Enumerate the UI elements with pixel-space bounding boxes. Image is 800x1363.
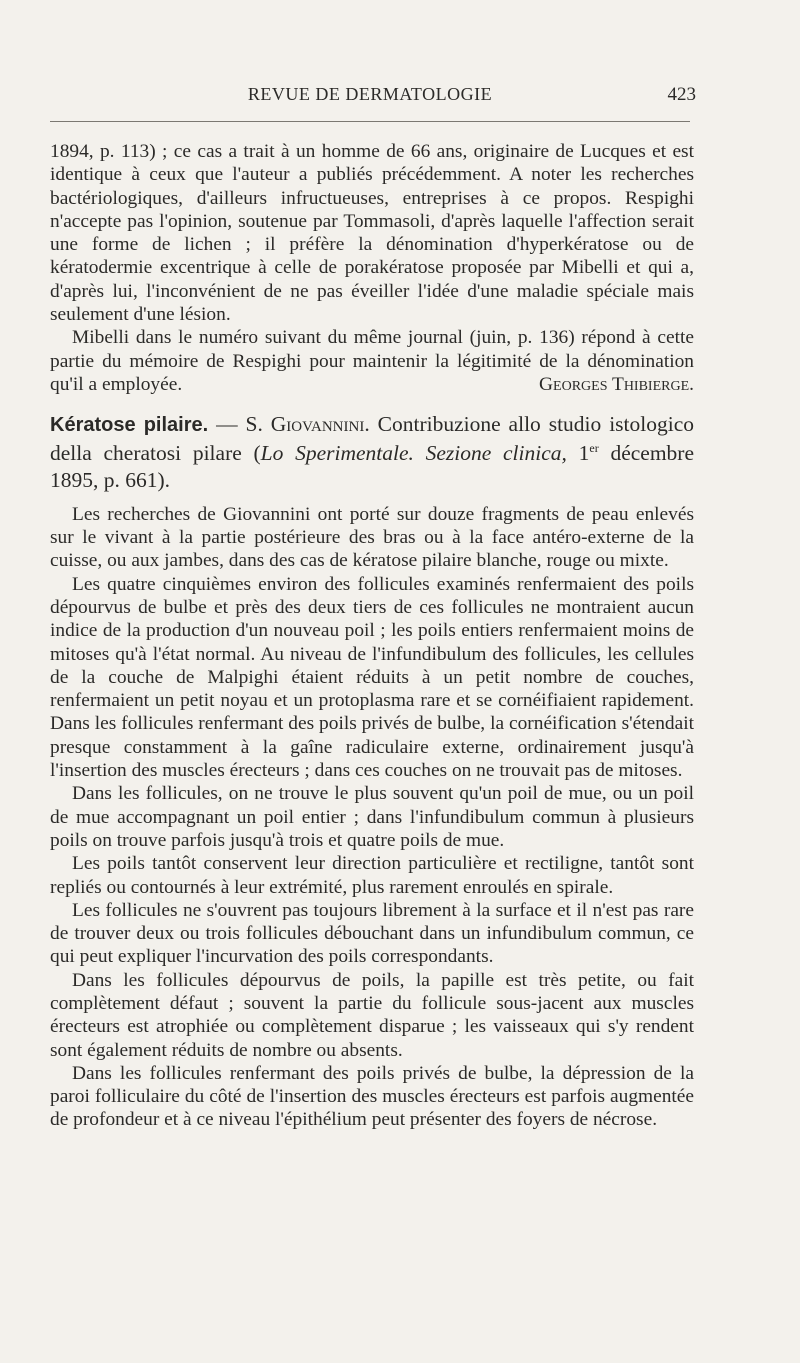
journal-name: Lo Sperimentale. Sezione clinica, [260,440,567,465]
article-topic: Kératose pilaire. [50,414,209,437]
carry-over-paragraph-2 [50,326,694,396]
article-paragraph: Dans les follicules, on ne trouve le plus souvent qu'un poil de mue, ou un poil de mue accompagnant un poil entier ; dans l'infundibulum commun à plusieurs poils on trouve parfois jusqu'à trois et quatre poils de mue. [50,783,694,851]
date-superscript: er [589,440,599,455]
article-body [50,503,694,1132]
page-number: 423 [667,84,696,105]
page-body [50,140,694,1132]
article-paragraph: Les poils tantôt conservent leur direction particulière et rectiligne, tantôt sont repliés ou contournés à leur extrémité, plus rarement enroulés en spirale. [50,853,694,898]
date-prefix: 1 [566,440,590,465]
article-title: Contribuzione allo studio istologico della cheratosi pilare ( [50,412,695,465]
article-paragraph: Les quatre cinquièmes environ des follicules examinés renfermaient des poils dépourvus de bulbe et près des deux tiers de ces follicules ne montraient aucun indice de la production d'un nouveau poil ; les poils entiers renfermaient moins de mitoses qu'à l'état normal. Au niveau de l'infundibulum des follicules, les cellules de la couche de Malpighi étaient réduits à un petit nombre de couches, renfermaient un petit noyau et un protoplasma rare et se cornéifiaient rapidement. Dans les follicules renfermant des poils privés de bulbe, la cornéification s'étendait presque constamment à la gaîne radiculaire externe, ordinairement jusqu'à l'insertion des muscles érecteurs ; dans ces couches on ne trouvait pas de mitoses. [50,573,694,782]
paragraph-text: Mibelli dans le numéro suivant du même journal (juin, p. 136) répond à cette partie du mémoire de Respighi pour maintenir la légitimité de la dénomination qu'il a employée. [50,327,694,395]
article-paragraph: Les follicules ne s'ouvrent pas toujours librement à la surface et il n'est pas rare de trouver deux ou trois follicules débouchant dans un infundibulum commun, ce qui peut expliquer l'incurvation des poils correspondants. [50,899,694,968]
date-rest: décembre 1895, p. 661). [50,440,694,493]
carry-over-paragraph: 1894, p. 113) ; ce cas a trait à un homme de 66 ans, originaire de Lucques et est identique à ceux que l'auteur a publiés précédemment. A noter les recherches bactériologiques, d'ailleurs infructueuses, entreprises à ce propos. Respighi n'accepte pas l'opinion, soutenue par Tommasoli, d'après laquelle l'affection serait une forme de lichen ; il préfère la dénomination d'hyperkératose ou de kératodermie excentrique à celle de porakératose proposée par Mibelli et qui a, d'après lui, l'inconvénient de ne pas éveiller l'idée d'une maladie spéciale mais seulement d'une lésion. [50,141,694,326]
running-title: REVUE DE DERMATOLOGIE [247,84,493,104]
article-paragraph: Dans les follicules renfermant des poils privés de bulbe, la dépression de la paroi folliculaire du côté de l'insertion des muscles érecteurs est parfois augmentée de profondeur et à ce niveau l'épithélium peut présenter des foyers de nécrose. [50,1062,694,1131]
article-heading [50,411,694,495]
heading-dash: — [208,412,246,437]
article-author: S. Giovannini. [245,412,370,437]
article-paragraph: Dans les follicules dépourvus de poils, la papille est très petite, ou fait complètement défaut ; souvent la partie du follicule sous-jacent aux muscles érecteurs est atrophiée ou complètement disparue ; les vaisseaux qui s'y rendent sont également réduits de nombre ou absents. [50,969,694,1061]
page-header [50,80,696,110]
author-signature: Georges Thibierge. [539,373,694,395]
header-rule [50,121,690,122]
article-paragraph: Les recherches de Giovannini ont porté sur douze fragments de peau enlevés sur le vivant à la partie postérieure des bras ou à la face antéro-externe de la cuisse, ou aux jambes, dans des cas de kératose pilaire blanche, rouge ou mixte. [50,503,694,572]
